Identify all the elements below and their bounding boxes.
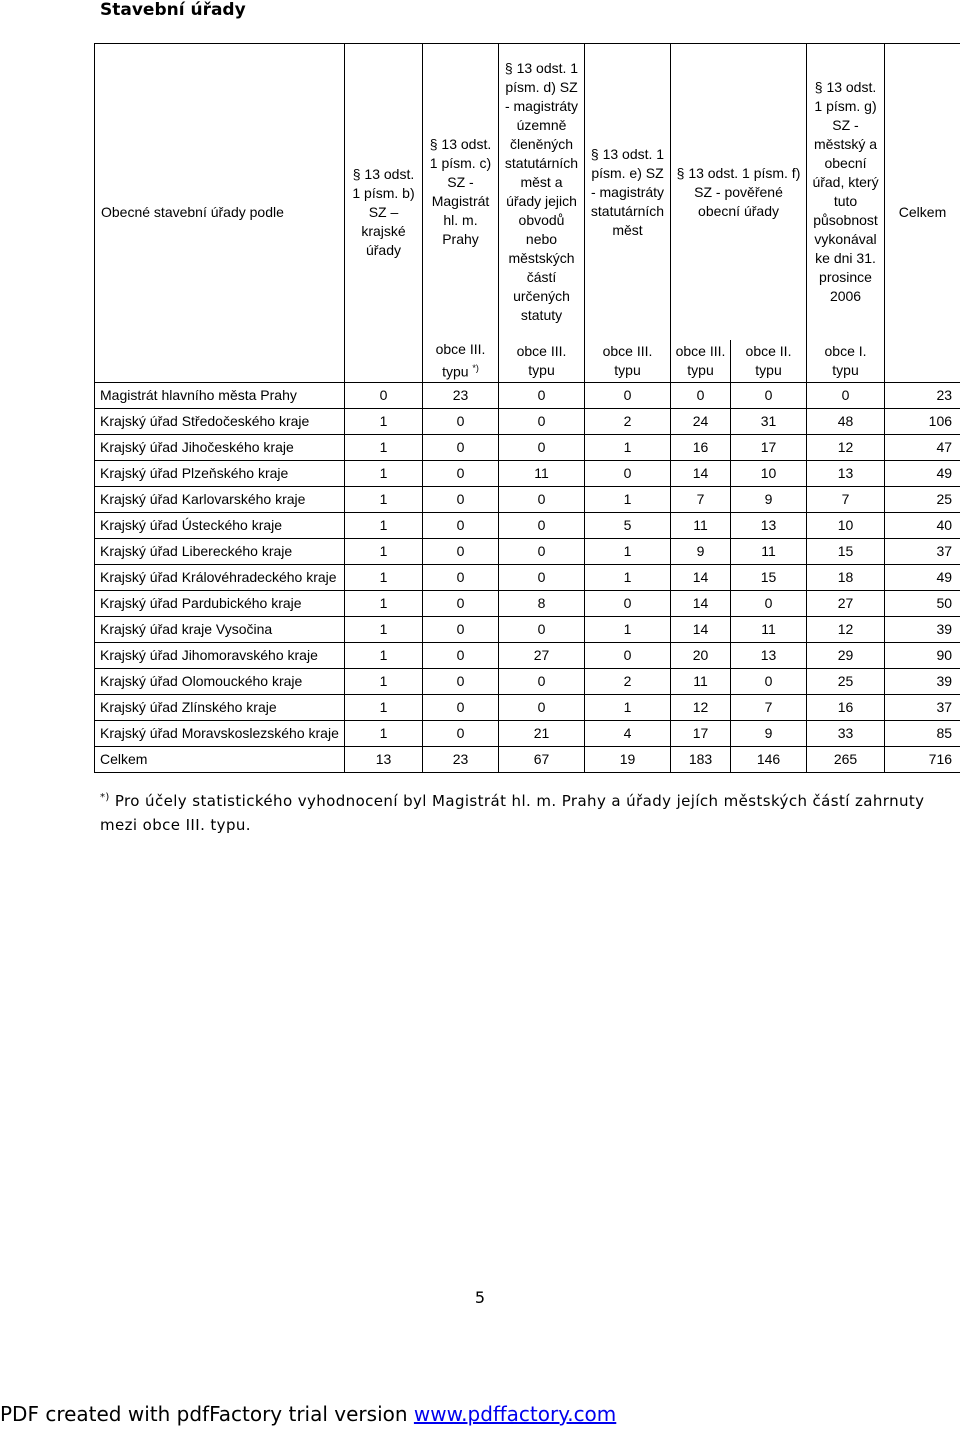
col-header-g (807, 44, 885, 341)
table-cell: 0 (499, 408, 585, 434)
table-cell: 39 (885, 668, 960, 694)
row-label: Krajský úřad Pardubického kraje (95, 590, 345, 616)
col-law-c: 13 odst. 1 písm. c) SZ - Magistrát hl. m. Prahy (429, 136, 492, 247)
table-cell: 0 (807, 382, 885, 408)
table-cell: 14 (671, 590, 731, 616)
table-cell: 10 (807, 512, 885, 538)
table-cell: 0 (499, 512, 585, 538)
pdf-footer (0, 1402, 616, 1426)
table-cell: 1 (345, 460, 423, 486)
col-type-d: obce III. typu (499, 340, 585, 382)
table-cell: 50 (885, 590, 960, 616)
table-cell: 1 (345, 668, 423, 694)
table-cell: 1 (585, 538, 671, 564)
table-cell: 0 (423, 564, 499, 590)
col-law-e: 13 odst. 1 písm. e) SZ - magistráty statutárních měst (590, 145, 665, 238)
table-cell: 85 (885, 720, 960, 746)
table-body (95, 382, 960, 772)
table-cell: 90 (885, 642, 960, 668)
table-cell: 1 (345, 590, 423, 616)
table-cell: 39 (885, 616, 960, 642)
table-cell: 1 (585, 694, 671, 720)
table-cell: 0 (585, 590, 671, 616)
table-cell: 14 (671, 564, 731, 590)
table-cell: 0 (423, 460, 499, 486)
table-cell: 1 (345, 486, 423, 512)
table-cell: 0 (585, 460, 671, 486)
table-cell: 27 (499, 642, 585, 668)
row-label: Krajský úřad Libereckého kraje (95, 538, 345, 564)
table-row (95, 460, 960, 486)
table-row (95, 408, 960, 434)
table-cell: 12 (807, 434, 885, 460)
footnote (100, 786, 956, 837)
table-cell: 33 (807, 720, 885, 746)
table-cell: 0 (423, 616, 499, 642)
table-row (95, 486, 960, 512)
table-cell: 0 (423, 642, 499, 668)
col-header-e (585, 44, 671, 341)
table-cell: 40 (885, 512, 960, 538)
table-cell: 0 (423, 720, 499, 746)
table-cell: 49 (885, 460, 960, 486)
building-offices-table (94, 43, 960, 773)
table-cell: 16 (671, 434, 731, 460)
table-cell: 716 (885, 746, 960, 772)
table-cell: 265 (807, 746, 885, 772)
table-cell: 0 (499, 486, 585, 512)
table-cell: 67 (499, 746, 585, 772)
table-cell: 25 (885, 486, 960, 512)
col-type-e: obce III. typu (585, 340, 671, 382)
row-label: Krajský úřad Karlovarského kraje (95, 486, 345, 512)
pdf-footer-text: PDF created with pdfFactory trial version (0, 1402, 414, 1426)
table-cell: 0 (423, 538, 499, 564)
table-cell: 0 (499, 616, 585, 642)
row-label: Krajský úřad Olomouckého kraje (95, 668, 345, 694)
table-cell: 0 (423, 668, 499, 694)
table-cell: 49 (885, 564, 960, 590)
section-sign: § (814, 79, 823, 95)
table-row (95, 512, 960, 538)
table-cell: 1 (345, 720, 423, 746)
table-row (95, 590, 960, 616)
table-cell: 0 (423, 434, 499, 460)
table-cell: 5 (585, 512, 671, 538)
table-cell: 20 (671, 642, 731, 668)
table-cell: 13 (731, 642, 807, 668)
table-cell: 13 (807, 460, 885, 486)
table-cell: 7 (807, 486, 885, 512)
section-sign: § (352, 166, 361, 183)
row-label: Krajský úřad Jihomoravského kraje (95, 642, 345, 668)
row-label: Krajský úřad Zlínského kraje (95, 694, 345, 720)
table-cell: 1 (585, 434, 671, 460)
table-cell: 0 (671, 382, 731, 408)
table-cell: 14 (671, 616, 731, 642)
table-cell: 0 (423, 408, 499, 434)
table-cell: 11 (731, 538, 807, 564)
table-cell: 0 (345, 382, 423, 408)
col-header-c (423, 44, 499, 341)
row-label: Krajský úřad Plzeňského kraje (95, 460, 345, 486)
table-cell: 0 (585, 642, 671, 668)
table-cell: 1 (345, 694, 423, 720)
table-cell: 29 (807, 642, 885, 668)
table-row (95, 564, 960, 590)
table-cell: 0 (499, 668, 585, 694)
table-cell: 19 (585, 746, 671, 772)
table-row (95, 694, 960, 720)
table-cell: 1 (345, 512, 423, 538)
row-label: Krajský úřad Jihočeského kraje (95, 434, 345, 460)
footnote-marker: *) (100, 792, 110, 803)
table-cell: 4 (585, 720, 671, 746)
table-cell: 2 (585, 668, 671, 694)
table-cell: 17 (731, 434, 807, 460)
table-cell: 0 (423, 694, 499, 720)
page-number: 5 (474, 1288, 486, 1307)
section-sign: § (676, 164, 685, 181)
col-header-d (499, 44, 585, 341)
pdffactory-link[interactable]: www.pdffactory.com (413, 1402, 617, 1426)
col-type-f-a: obce III. typu (671, 340, 731, 382)
table-cell: 24 (671, 408, 731, 434)
table-cell: 146 (731, 746, 807, 772)
footnote-marker: *) (472, 363, 479, 373)
col-header-b (345, 44, 423, 383)
table-cell: 48 (807, 408, 885, 434)
table-cell: 0 (499, 694, 585, 720)
table-cell: 8 (499, 590, 585, 616)
table-cell: 11 (731, 616, 807, 642)
table-cell: 0 (731, 668, 807, 694)
table-cell: 31 (731, 408, 807, 434)
table-cell: 7 (671, 486, 731, 512)
table-row (95, 746, 960, 772)
row-label: Krajský úřad Ústeckého kraje (95, 512, 345, 538)
table-cell: 183 (671, 746, 731, 772)
table-cell: 0 (499, 564, 585, 590)
row-label: Krajský úřad kraje Vysočina (95, 616, 345, 642)
col-law-g: 13 odst. 1 písm. g) SZ - městský a obecní úřad, který tuto působnost vykonával ke dni 31. prosince 2006 (812, 79, 879, 304)
table-row (95, 668, 960, 694)
row-label: Magistrát hlavního města Prahy (95, 382, 345, 408)
table-cell: 11 (671, 512, 731, 538)
table-cell: 9 (731, 720, 807, 746)
table-cell: 27 (807, 590, 885, 616)
table-cell: 0 (499, 538, 585, 564)
table-row (95, 642, 960, 668)
table-cell: 18 (807, 564, 885, 590)
table-cell: 37 (885, 694, 960, 720)
table-cell: 1 (345, 408, 423, 434)
table-cell: 0 (423, 512, 499, 538)
col-header-f (671, 44, 807, 341)
row-label: Krajský úřad Středočeského kraje (95, 408, 345, 434)
section-sign: § (590, 145, 599, 162)
col-type-c: obce III. typu *) (423, 340, 499, 382)
table-cell: 1 (345, 538, 423, 564)
table-cell: 12 (807, 616, 885, 642)
page-title: Stavební úřady (100, 0, 246, 20)
table-cell: 0 (423, 590, 499, 616)
table-cell: 13 (731, 512, 807, 538)
row-label: Krajský úřad Moravskoslezského kraje (95, 720, 345, 746)
table-cell: 106 (885, 408, 960, 434)
table-row (95, 382, 960, 408)
table-cell: 0 (423, 486, 499, 512)
table-row (95, 616, 960, 642)
corner-label: Obecné stavební úřady podle (95, 44, 345, 383)
table-cell: 23 (885, 382, 960, 408)
table-cell: 1 (345, 642, 423, 668)
col-law-f: 13 odst. 1 písm. f) SZ - pověřené obecní úřady (688, 164, 801, 219)
table-cell: 1 (345, 564, 423, 590)
col-law-b: 13 odst. 1 písm. b) SZ – krajské úřady (352, 166, 415, 259)
table-cell: 12 (671, 694, 731, 720)
table-cell: 0 (731, 590, 807, 616)
footnote-text: Pro účely statistického vyhodnocení byl Magistrát hl. m. Prahy a úřady jejích městských částí zahrnuty mezi obce III. typu. (100, 792, 925, 834)
table-row (95, 538, 960, 564)
row-label: Krajský úřad Královéhradeckého kraje (95, 564, 345, 590)
table-cell: 0 (499, 382, 585, 408)
table-cell: 11 (499, 460, 585, 486)
table-cell: 23 (423, 746, 499, 772)
col-type-f-b: obce II. typu (731, 340, 807, 382)
table-cell: 2 (585, 408, 671, 434)
table-cell: 13 (345, 746, 423, 772)
table-cell: 10 (731, 460, 807, 486)
table-cell: 21 (499, 720, 585, 746)
table-cell: 17 (671, 720, 731, 746)
row-label: Celkem (95, 746, 345, 772)
table-row (95, 720, 960, 746)
table-cell: 15 (731, 564, 807, 590)
table-cell: 47 (885, 434, 960, 460)
col-law-d: 13 odst. 1 písm. d) SZ - magistráty územně členěných statutárních měst a úřady jejich obvodů nebo městských částí určených statuty (504, 60, 579, 323)
table-cell: 9 (731, 486, 807, 512)
table-cell: 1 (585, 564, 671, 590)
table-row (95, 434, 960, 460)
table-cell: 9 (671, 538, 731, 564)
table-cell: 0 (731, 382, 807, 408)
table-cell: 0 (585, 382, 671, 408)
table-cell: 1 (585, 616, 671, 642)
table-cell: 16 (807, 694, 885, 720)
col-type-g: obce I. typu (807, 340, 885, 382)
table-cell: 1 (585, 486, 671, 512)
table-cell: 0 (499, 434, 585, 460)
table-cell: 15 (807, 538, 885, 564)
table-cell: 1 (345, 616, 423, 642)
table-cell: 23 (423, 382, 499, 408)
table-cell: 14 (671, 460, 731, 486)
table-cell: 37 (885, 538, 960, 564)
section-sign: § (504, 60, 513, 76)
table-cell: 7 (731, 694, 807, 720)
table-cell: 1 (345, 434, 423, 460)
col-header-total: Celkem (885, 44, 960, 383)
table-cell: 11 (671, 668, 731, 694)
section-sign: § (429, 136, 438, 152)
table-cell: 25 (807, 668, 885, 694)
